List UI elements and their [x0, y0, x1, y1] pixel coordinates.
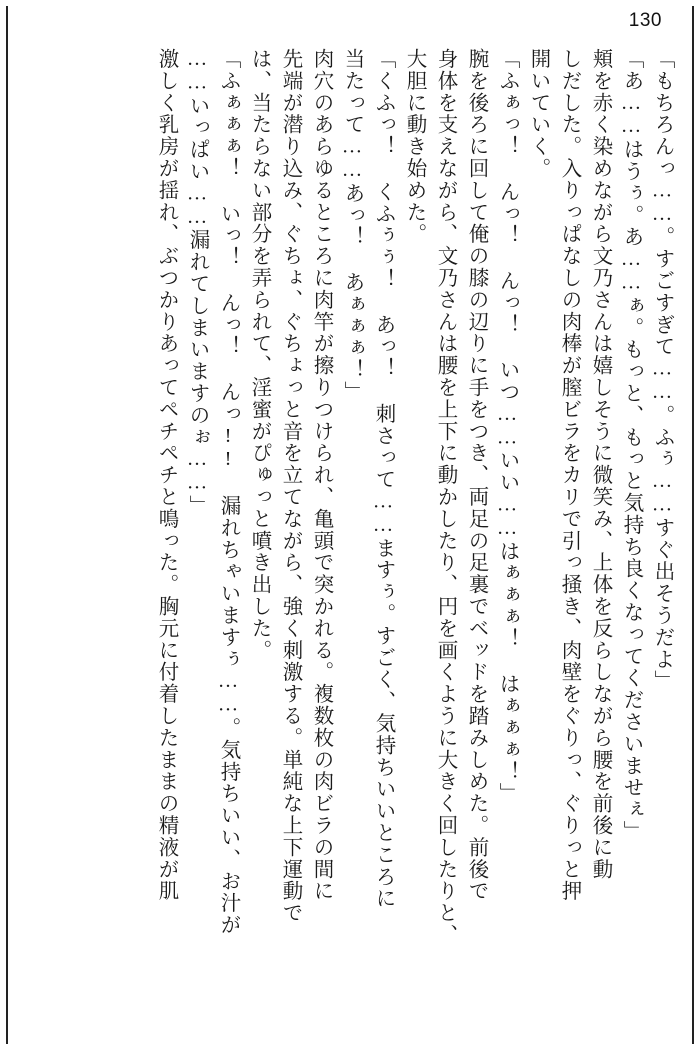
page-left-border	[6, 6, 8, 1044]
text-column: は、当たらない部分を弄られて、淫蜜がぴゅっと噴き出した。	[248, 48, 270, 662]
text-column: 当たって……あっ！ あぁぁぁ！」	[341, 48, 363, 403]
text-column: 激しく乳房が揺れ、ぶつかりあってペチペチと鳴った。胸元に付着したままの精液が肌	[155, 48, 177, 903]
text-column: ……いっぱい……漏れてしまいますのぉ……」	[186, 48, 208, 517]
text-column: 「ふぁっ！ んっ！ んっ！ いつ……いい……はぁぁぁ！ はぁぁぁ！」	[496, 48, 518, 805]
vertical-text-body	[22, 48, 672, 1033]
text-column: しだした。入りっぱなしの肉棒が膣ビラをカリで引っ掻き、肉壁をぐりっ、ぐりっと押	[558, 48, 580, 903]
page-number: 130	[628, 10, 662, 31]
text-column: 大胆に動き始めた。	[403, 48, 425, 246]
text-column: 身体を支えながら、文乃さんは腰を上下に動かしたり、円を画くように大きく回したりと、	[434, 48, 456, 946]
text-column: 頬を赤く染めながら文乃さんは嬉しそうに微笑み、上体を反らしながら腰を前後に動	[589, 48, 611, 881]
text-column: 「あ……はうぅ。あ……ぁ。もっと、もっと気持ち良くなってくださいませぇ」	[620, 48, 642, 843]
text-column: 先端が潜り込み、ぐちょ、ぐちょっと音を立てながら、強く刺激する。単純な上下運動で	[279, 48, 301, 924]
text-column: 「ふぁぁぁ！ いっ！ んっ！ んっ!! 漏れちゃいますぅ……。気持ちいい、お汁が	[217, 48, 239, 936]
text-column: 「もちろんっ……。すごすぎて……。ふぅ……すぐ出そうだよ」	[651, 48, 673, 693]
text-column: 「くふっ！ くふぅぅ！ あっ！ 刺さって……ますぅ。すごく、気持ちいいところに	[372, 48, 394, 910]
page-right-border	[692, 6, 694, 1044]
text-column: 開いていく。	[527, 48, 549, 180]
text-column: 腕を後ろに回して俺の膝の辺りに手をつき、両足の足裏でベッドを踏みしめた。前後で	[465, 48, 487, 903]
text-column: 肉穴のあらゆるところに肉竿が擦りつけられ、亀頭で突かれる。複数枚の肉ビラの間に	[310, 48, 332, 903]
